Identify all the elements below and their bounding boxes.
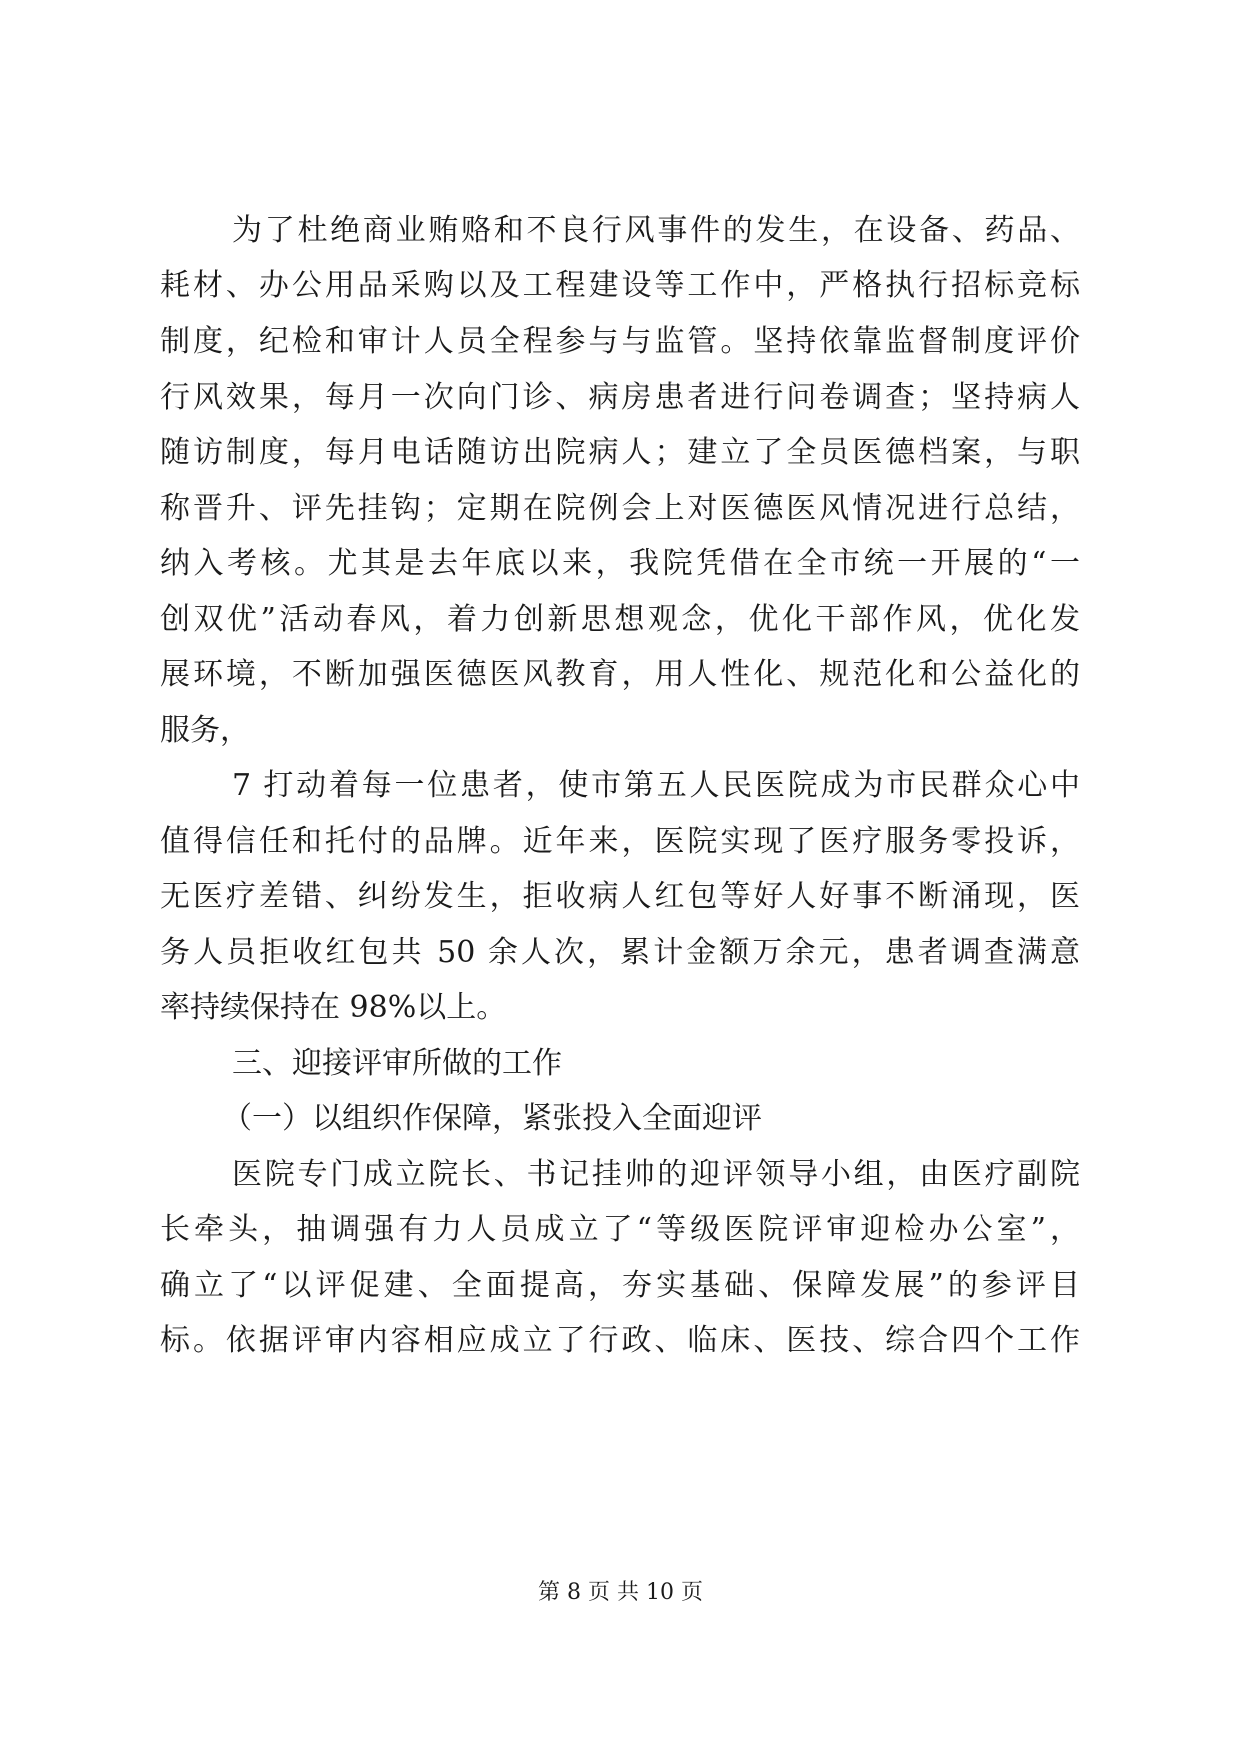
paragraph-line: 行风效果，每月一次向门诊、病房患者进行问卷调查；坚持病人 [160, 380, 1080, 415]
paragraph-line: 纳入考核。尤其是去年底以来，我院凭借在全市统一开展的“一 [160, 546, 1080, 581]
paragraph-line: 率持续保持在 98%以上。 [160, 990, 507, 1025]
paragraph-line: 为了杜绝商业贿赂和不良行风事件的发生，在设备、药品、 [232, 213, 1080, 248]
paragraph-line: 确立了“以评促建、全面提高，夯实基础、保障发展”的参评目 [160, 1268, 1080, 1303]
subsection-heading: （一）以组织作保障，紧张投入全面迎评 [222, 1101, 762, 1136]
paragraph-line: 长牵头，抽调强有力人员成立了“等级医院评审迎检办公室”， [160, 1212, 1080, 1247]
paragraph-line: 务人员拒收红包共 50 余人次，累计金额万余元，患者调查满意 [160, 935, 1080, 970]
paragraph-line: 标。依据评审内容相应成立了行政、临床、医技、综合四个工作 [160, 1323, 1080, 1358]
paragraph-line: 称晋升、评先挂钩；定期在院例会上对医德医风情况进行总结， [160, 491, 1080, 526]
paragraph-line: 展环境，不断加强医德医风教育，用人性化、规范化和公益化的 [160, 657, 1080, 692]
paragraph-line: 医院专门成立院长、书记挂帅的迎评领导小组，由医疗副院 [232, 1157, 1080, 1192]
paragraph-line: 无医疗差错、纠纷发生，拒收病人红包等好人好事不断涌现，医 [160, 879, 1080, 914]
paragraph-line: 制度，纪检和审计人员全程参与与监管。坚持依靠监督制度评价 [160, 324, 1080, 359]
paragraph-line: 创双优”活动春风，着力创新思想观念，优化干部作风，优化发 [160, 602, 1080, 637]
paragraph-line: 服务， [160, 713, 250, 748]
section-heading: 三、迎接评审所做的工作 [232, 1046, 562, 1081]
page-number-footer: 第 8 页 共 10 页 [538, 1580, 703, 1605]
paragraph-line: 随访制度，每月电话随访出院病人；建立了全员医德档案，与职 [160, 435, 1080, 470]
paragraph-line: 7 打动着每一位患者，使市第五人民医院成为市民群众心中 [232, 768, 1080, 803]
paragraph-line: 值得信任和托付的品牌。近年来，医院实现了医疗服务零投诉， [160, 824, 1080, 859]
paragraph-line: 耗材、办公用品采购以及工程建设等工作中，严格执行招标竞标 [160, 268, 1080, 303]
